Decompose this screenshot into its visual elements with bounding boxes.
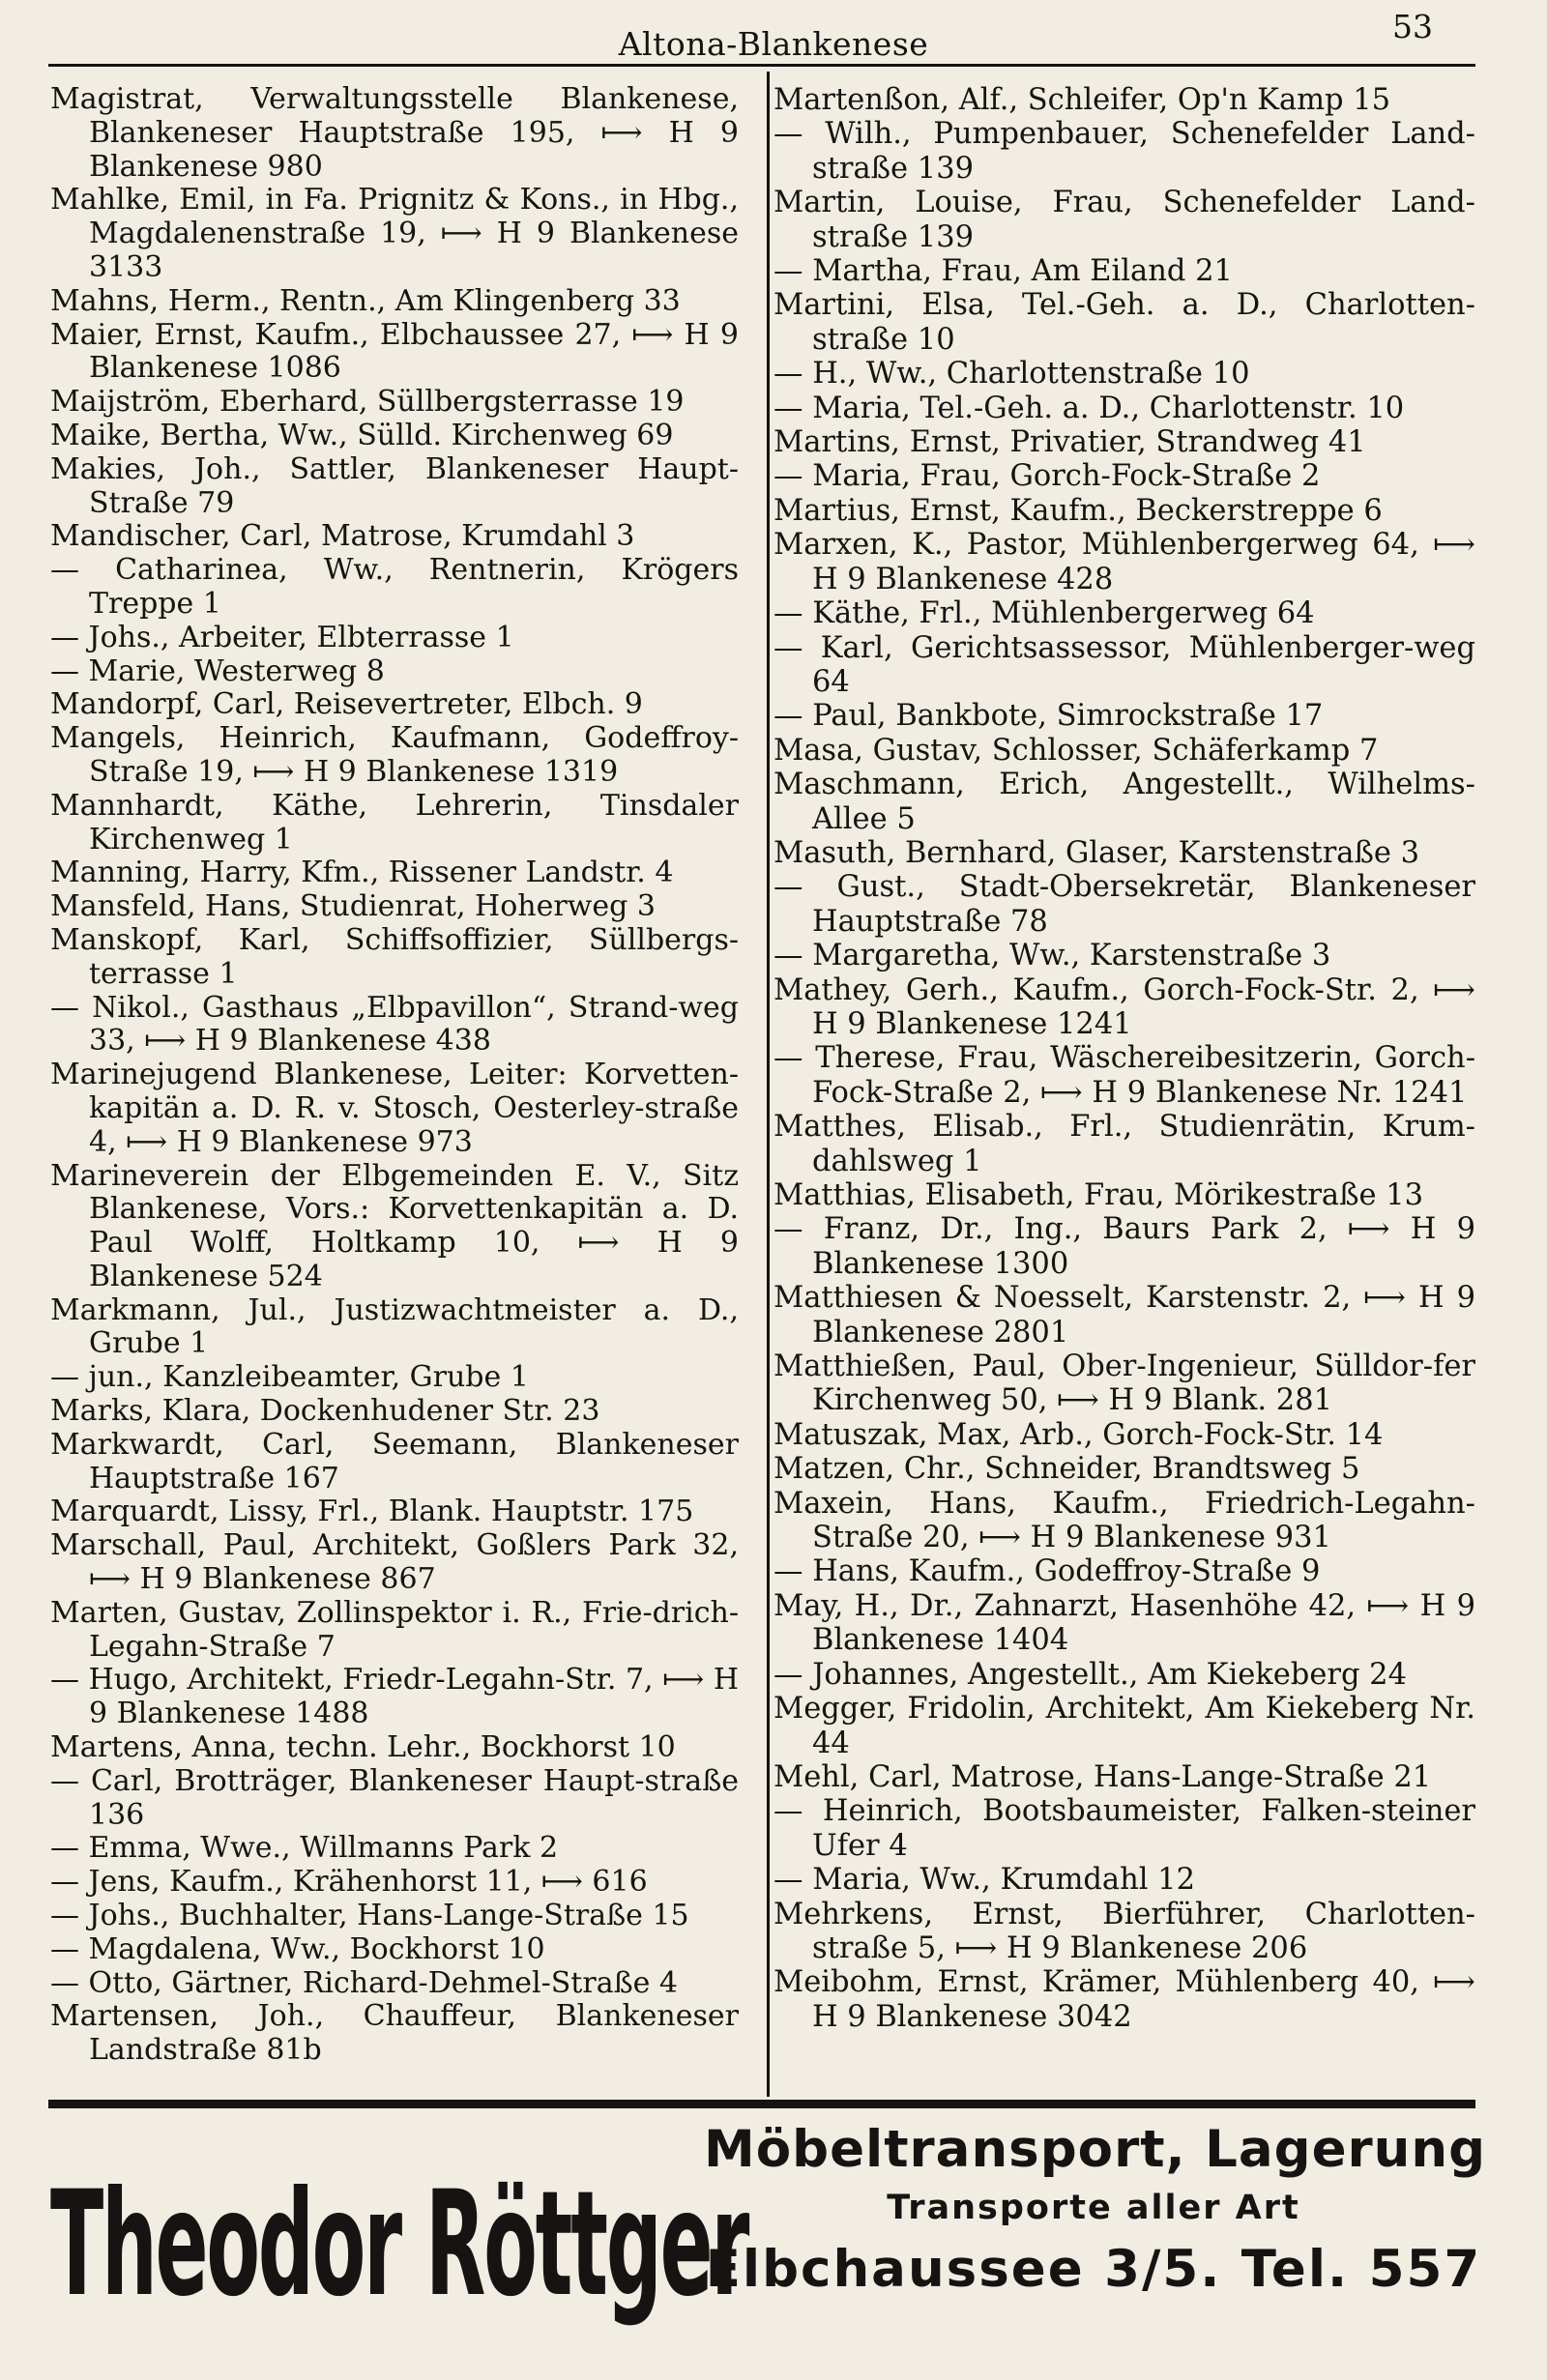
directory-entry: — Johannes, Angestellt., Am Kiekeberg 24 — [774, 1657, 1407, 1692]
directory-entry: — Käthe, Frl., Mühlenbergerweg 64 — [774, 596, 1315, 631]
directory-entry: Matuszak, Max, Arb., Gorch-Fock-Str. 14 — [774, 1417, 1384, 1452]
directory-entry: — Maria, Tel.-Geh. a. D., Charlottenstr. 10 — [774, 391, 1405, 425]
directory-entry: Mehl, Carl, Matrose, Hans-Lange-Straße 21 — [774, 1759, 1432, 1794]
directory-entry: Matzen, Chr., Schneider, Brandtsweg 5 — [774, 1452, 1360, 1487]
directory-entry: — Wilh., Pumpenbauer, Schenefelder Land-straße 139 — [774, 117, 1475, 186]
directory-entry: — Maria, Ww., Krumdahl 12 — [774, 1863, 1195, 1898]
directory-entry: Markmann, Jul., Justizwachtmeister a. D., Grube 1 — [50, 1292, 739, 1361]
directory-entry: Marinejugend Blankenese, Leiter: Korvetten-kapitän a. D. R. v. Stosch, Oesterley-straße 4, ⟼ H 9 Blankenese 973 — [50, 1058, 739, 1159]
directory-entry: Mathey, Gerh., Kaufm., Gorch-Fock-Str. 2, ⟼ H 9 Blankenese 1241 — [774, 972, 1475, 1041]
directory-entry: Martenßon, Alf., Schleifer, Op'n Kamp 15 — [774, 83, 1391, 117]
directory-entry: Maike, Bertha, Ww., Sülld. Kirchenweg 69 — [50, 418, 674, 452]
directory-entry: Maxein, Hans, Kaufm., Friedrich-Legahn-Straße 20, ⟼ H 9 Blankenese 931 — [774, 1486, 1475, 1555]
directory-entry: — Otto, Gärtner, Richard-Dehmel-Straße 4 — [50, 1965, 678, 2000]
directory-entry: — Karl, Gerichtsassessor, Mühlenberger-weg 64 — [774, 630, 1475, 699]
directory-entry: Mandischer, Carl, Matrose, Krumdahl 3 — [50, 519, 635, 554]
directory-entry: Martins, Ernst, Privatier, Strandweg 41 — [774, 425, 1366, 460]
directory-entry: — Paul, Bankbote, Simrockstraße 17 — [774, 699, 1324, 734]
directory-entry: — Nikol., Gasthaus „Elbpavillon“, Strand-weg 33, ⟼ H 9 Blankenese 438 — [50, 990, 739, 1059]
directory-entry: — Franz, Dr., Ing., Baurs Park 2, ⟼ H 9 Blankenese 1300 — [774, 1212, 1475, 1281]
directory-entry: Marquardt, Lissy, Frl., Blank. Hauptstr. 175 — [50, 1495, 694, 1529]
directory-entry: — Jens, Kaufm., Krähenhorst 11, ⟼ 616 — [50, 1865, 648, 1900]
directory-entry: Manning, Harry, Kfm., Rissener Landstr. 4 — [50, 856, 674, 890]
directory-entry: Marks, Klara, Dockenhudener Str. 23 — [50, 1394, 600, 1429]
column-divider — [767, 72, 770, 2097]
directory-entry: Marschall, Paul, Architekt, Goßlers Park 32, ⟼ H 9 Blankenese 867 — [50, 1528, 739, 1597]
directory-entry: — Margaretha, Ww., Karstenstraße 3 — [774, 939, 1331, 973]
directory-entry: — Magdalena, Ww., Bockhorst 10 — [50, 1931, 545, 1966]
directory-entry: — jun., Kanzleibeamter, Grube 1 — [50, 1360, 529, 1395]
directory-entry: Matthias, Elisabeth, Frau, Mörikestraße 13 — [774, 1178, 1424, 1212]
directory-entry: Maijström, Eberhard, Süllbergsterrasse 19 — [50, 385, 685, 420]
directory-entry: — Emma, Wwe., Willmanns Park 2 — [50, 1831, 559, 1866]
directory-entry: Martensen, Joh., Chauffeur, Blankeneser Landstraße 81b — [50, 1999, 739, 2068]
directory-entry: Matthes, Elisab., Frl., Studienrätin, Krum-dahlsweg 1 — [774, 1110, 1475, 1178]
directory-entry: — Johs., Arbeiter, Elbterrasse 1 — [50, 620, 514, 654]
directory-entry: — Martha, Frau, Am Eiland 21 — [774, 254, 1233, 289]
directory-entry: May, H., Dr., Zahnarzt, Hasenhöhe 42, ⟼ H 9 Blankenese 1404 — [774, 1588, 1475, 1658]
directory-entry: Martens, Anna, techn. Lehr., Bockhorst 10 — [50, 1730, 676, 1765]
directory-entry: Meibohm, Ernst, Krämer, Mühlenberg 40, ⟼ H 9 Blankenese 3042 — [774, 1965, 1475, 2034]
directory-entry: Marxen, K., Pastor, Mühlenbergerweg 64, ⟼ H 9 Blankenese 428 — [774, 528, 1475, 596]
directory-entry: — Johs., Buchhalter, Hans-Lange-Straße 15 — [50, 1899, 689, 1933]
directory-entry: Masuth, Bernhard, Glaser, Karstenstraße 3 — [774, 835, 1419, 870]
directory-entry: Martius, Ernst, Kaufm., Beckerstreppe 6 — [774, 493, 1383, 528]
directory-entry: — H., Ww., Charlottenstraße 10 — [774, 357, 1250, 392]
directory-entry: Mandorpf, Carl, Reisevertreter, Elbch. 9 — [50, 687, 643, 722]
directory-entry: Mehrkens, Ernst, Bierführer, Charlotten-straße 5, ⟼ H 9 Blankenese 206 — [774, 1897, 1475, 1965]
directory-entry: — Therese, Frau, Wäschereibesitzerin, Gorch-Fock-Straße 2, ⟼ H 9 Blankenese Nr. 1241 — [774, 1041, 1475, 1110]
directory-entry: Magistrat, Verwaltungsstelle Blankenese, Blankeneser Hauptstraße 195, ⟼ H 9 Blankenese 980 — [50, 82, 739, 184]
directory-entry: Matthiesen & Noesselt, Karstenstr. 2, ⟼ H 9 Blankenese 2801 — [774, 1281, 1475, 1350]
directory-entry: Mannhardt, Käthe, Lehrerin, Tinsdaler Kirchenweg 1 — [50, 788, 739, 856]
advertisement-text — [704, 2115, 1487, 2308]
directory-entry: Marten, Gustav, Zollinspektor i. R., Frie-drich-Legahn-Straße 7 — [50, 1595, 739, 1664]
header-rule — [48, 64, 1475, 67]
directory-entry: Masa, Gustav, Schlosser, Schäferkamp 7 — [774, 733, 1379, 768]
directory-entry: Martini, Elsa, Tel.-Geh. a. D., Charlotten-straße 10 — [774, 288, 1475, 357]
directory-entry: Marineverein der Elbgemeinden E. V., Sitz Blankenese, Vors.: Korvettenkapitän a. D. Paul Wolff, Holtkamp 10, ⟼ H 9 Blankenese 524 — [50, 1158, 739, 1293]
page-number: 53 — [1392, 8, 1433, 45]
advertisement-services: Möbeltransport, Lagerung — [704, 2120, 1487, 2179]
directory-entry: — Heinrich, Bootsbaumeister, Falken-steiner Ufer 4 — [774, 1794, 1475, 1863]
directory-entry: — Carl, Brotträger, Blankeneser Haupt-straße 136 — [50, 1763, 739, 1832]
directory-entry: Matthießen, Paul, Ober-Ingenieur, Sülldor-fer Kirchenweg 50, ⟼ H 9 Blank. 281 — [774, 1350, 1475, 1418]
advertisement-tagline: Transporte aller Art — [887, 2189, 1300, 2227]
directory-entry: — Maria, Frau, Gorch-Fock-Straße 2 — [774, 459, 1321, 494]
advertisement-company-name: Theodor Röttger — [50, 2161, 748, 2329]
directory-entry: — Marie, Westerweg 8 — [50, 653, 385, 688]
directory-entry: Manskopf, Karl, Schiffsoffizier, Süllbergs-terrasse 1 — [50, 922, 739, 991]
running-title: Altona-Blankenese — [618, 25, 929, 63]
directory-entry: — Hugo, Architekt, Friedr-Legahn-Str. 7, ⟼ H 9 Blankenese 1488 — [50, 1663, 739, 1731]
directory-entry: Mahlke, Emil, in Fa. Prignitz & Kons., in Hbg., Magdalenenstraße 19, ⟼ H 9 Blankenese 3133 — [50, 183, 739, 284]
advertisement-rule — [48, 2100, 1475, 2108]
directory-entry: Maschmann, Erich, Angestellt., Wilhelms-Allee 5 — [774, 768, 1475, 836]
directory-entry: Megger, Fridolin, Architekt, Am Kiekeberg Nr. 44 — [774, 1692, 1475, 1760]
directory-entry: Martin, Louise, Frau, Schenefelder Land-straße 139 — [774, 186, 1475, 254]
directory-entry: Maier, Ernst, Kaufm., Elbchaussee 27, ⟼ H 9 Blankenese 1086 — [50, 317, 739, 386]
directory-entry: Mansfeld, Hans, Studienrat, Hoherweg 3 — [50, 889, 656, 924]
directory-entry: — Hans, Kaufm., Godeffroy-Straße 9 — [774, 1554, 1321, 1589]
left-column — [50, 83, 739, 2068]
directory-entry: Makies, Joh., Sattler, Blankeneser Haupt-Straße 79 — [50, 451, 739, 520]
advertisement-address: Elbchaussee 3/5. Tel. 557 — [705, 2240, 1482, 2299]
directory-entry: — Gust., Stadt-Obersekretär, Blankeneser Hauptstraße 78 — [774, 870, 1475, 939]
right-column — [774, 83, 1475, 2034]
directory-entry: Markwardt, Carl, Seemann, Blankeneser Hauptstraße 167 — [50, 1427, 739, 1495]
directory-entry: Mangels, Heinrich, Kaufmann, Godeffroy-Straße 19, ⟼ H 9 Blankenese 1319 — [50, 721, 739, 789]
directory-entry: Mahns, Herm., Rentn., Am Klingenberg 33 — [50, 283, 681, 318]
directory-entry: — Catharinea, Ww., Rentnerin, Krögers Treppe 1 — [50, 553, 739, 621]
